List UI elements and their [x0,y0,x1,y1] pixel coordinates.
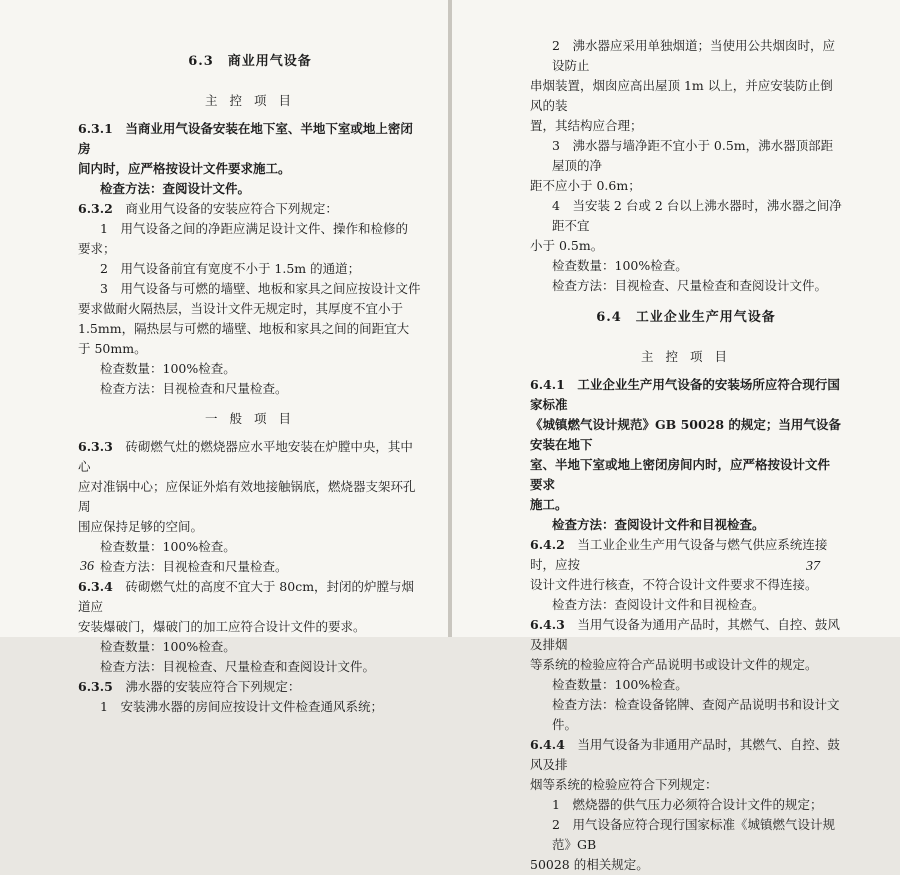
check-method: 检查方法：检查设备铭牌、查阅产品说明书和设计文件。 [552,697,840,732]
clause-6-3-3: 6.3.3 砖砌燃气灶的燃烧器应水平地安装在炉膛中央，其中心 [78,439,413,474]
clause-line: 设计文件进行核查，不符合设计文件要求不得连接。 [530,577,818,592]
clause-line: 烟等系统的检验应符合下列规定： [530,777,718,792]
check-quantity: 检查数量：100%检查。 [552,258,688,273]
clause-line: 等系统的检验应符合产品说明书或设计文件的规定。 [530,657,818,672]
left-page [0,0,448,714]
list-item-cont: 要求； [78,241,116,256]
list-item: 1 安装沸水器的房间应按设计文件检查通风系统； [100,699,383,714]
subsection-heading: 一 般 项 目 [205,411,295,426]
clause-line: 室、半地下室或地上密闭房间内时，应严格按设计文件要求 [530,457,831,492]
list-item-cont: 小于 0.5m。 [530,238,604,253]
check-method: 检查方法：查阅设计文件。 [100,181,251,196]
section-title: 6.3 商业用气设备 [188,54,312,69]
clause-line: 应对准锅中心；应保证外焰有效地接触锅底，燃烧器支架环孔周 [78,479,416,514]
list-item: 3 用气设备与可燃的墙壁、地板和家具之间应按设计文件 [100,281,421,296]
check-method: 检查方法：目视检查和尺量检查。 [100,559,288,574]
page-number: 37 [806,559,820,574]
list-item: 1 用气设备之间的净距应满足设计文件、操作和检修的 [100,221,408,236]
clause-6-3-4: 6.3.4 砖砌燃气灶的高度不宜大于 80cm，封闭的炉膛与烟道应 [78,579,415,614]
check-method: 检查方法：查阅设计文件和目视检查。 [552,597,765,612]
clause-6-3-5: 6.3.5 沸水器的安装应符合下列规定： [78,679,301,694]
clause-6-3-1: 6.3.1 当商业用气设备安装在地下室、半地下室或地上密闭房 [78,121,413,156]
right-page [452,0,900,872]
check-quantity: 检查数量：100%检查。 [100,539,236,554]
list-item: 2 用气设备应符合现行国家标准《城镇燃气设计规范》GB [552,817,835,852]
clause-line: 安装爆破门，爆破门的加工应符合设计文件的要求。 [78,619,366,634]
check-method: 检查方法：目视检查和尺量检查。 [100,381,288,396]
list-item-cont: 1.5mm，隔热层与可燃的墙壁、地板和家具之间的间距宜大 [78,321,410,336]
list-item-cont: 置，其结构应合理； [530,118,643,133]
list-item: 2 沸水器应采用单独烟道；当使用公共烟囱时，应设防止 [552,38,835,73]
list-item-cont: 距不应小于 0.6m； [530,178,641,193]
clause-6-4-1: 6.4.1 工业企业生产用气设备的安装场所应符合现行国家标准 [530,377,840,412]
list-item-cont: 50028 的相关规定。 [530,857,649,872]
list-item-cont: 串烟装置，烟囱应高出屋顶 1m 以上，并应安装防止倒风的装 [530,78,833,113]
page-number: 36 [80,559,94,574]
check-method: 检查方法：目视检查、尺量检查和查阅设计文件。 [100,659,376,674]
check-method: 检查方法：查阅设计文件和目视检查。 [552,517,765,532]
list-item: 2 用气设备前宜有宽度不小于 1.5m 的通道； [100,261,361,276]
list-item: 1 燃烧器的供气压力必须符合设计文件的规定； [552,797,823,812]
subsection-heading: 主 控 项 目 [205,93,295,108]
list-item: 3 沸水器与墙净距不宜小于 0.5m，沸水器顶部距屋顶的净 [552,138,834,173]
clause-line: 间内时，应严格按设计文件要求施工。 [78,161,291,176]
list-item-cont: 要求做耐火隔热层，当设计文件无规定时，其厚度不宜小于 [78,301,404,316]
check-quantity: 检查数量：100%检查。 [552,677,688,692]
clause-line: 围应保持足够的空间。 [78,519,204,534]
clause-6-4-2: 6.4.2 当工业企业生产用气设备与燃气供应系统连接时，应按 [530,537,828,572]
check-method: 检查方法：目视检查、尺量检查和查阅设计文件。 [552,278,828,293]
clause-line: 施工。 [530,497,568,512]
subsection-heading: 主 控 项 目 [641,349,731,364]
check-quantity: 检查数量：100%检查。 [100,361,236,376]
section-title: 6.4 工业企业生产用气设备 [596,310,776,325]
clause-6-3-2: 6.3.2 商业用气设备的安装应符合下列规定： [78,201,338,216]
clause-6-4-4: 6.4.4 当用气设备为非通用产品时，其燃气、自控、鼓风及排 [530,737,840,772]
clause-line: 《城镇燃气设计规范》GB 50028 的规定；当用气设备安装在地下 [530,417,841,452]
check-quantity: 检查数量：100%检查。 [100,639,236,654]
clause-6-4-3: 6.4.3 当用气设备为通用产品时，其燃气、自控、鼓风及排烟 [530,617,840,652]
list-item: 4 当安装 2 台或 2 台以上沸水器时，沸水器之间净距不宜 [552,198,842,233]
list-item-cont: 于 50mm。 [78,341,147,356]
